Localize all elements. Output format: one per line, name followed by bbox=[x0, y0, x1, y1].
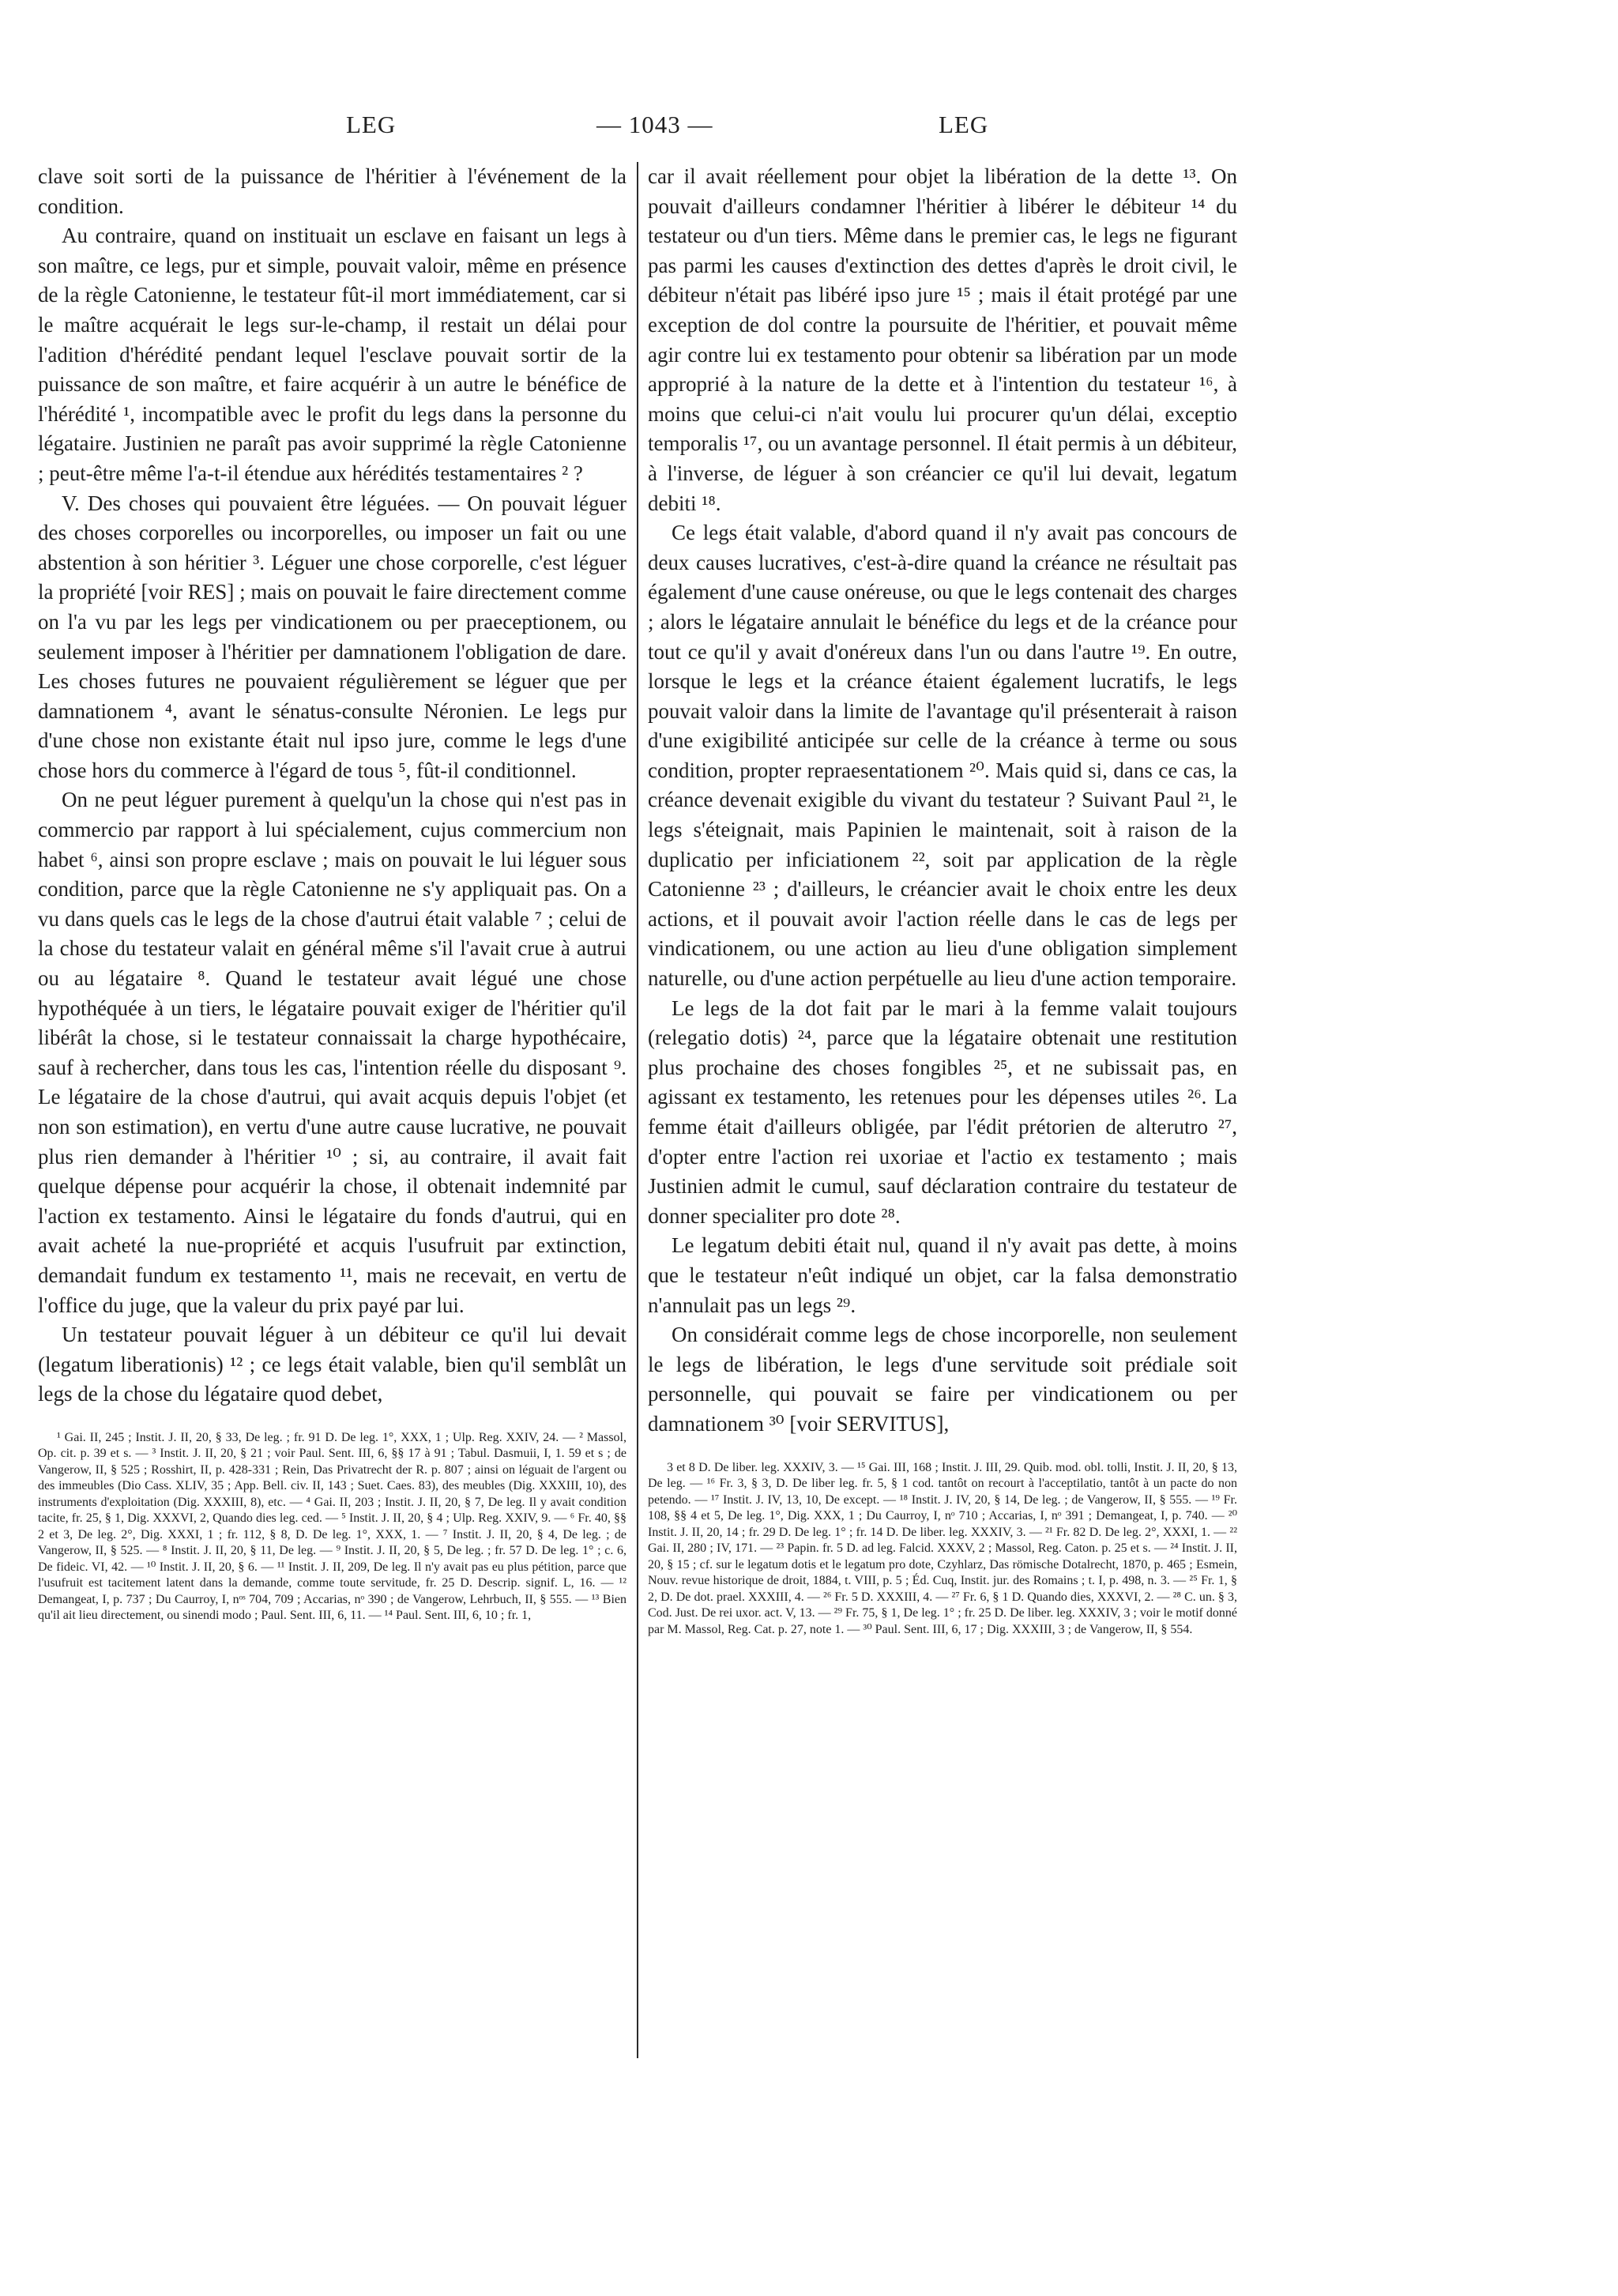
right-column bbox=[648, 162, 1237, 1638]
footnote-block: 3 et 8 D. De liber. leg. XXXIV, 3. — ¹⁵ Gai. III, 168 ; Instit. J. III, 29. Quib. mod. obl. tolli, Instit. J. II, 20, § 13, De leg. — ¹⁶ Fr. 3, § 3, D. De liber leg. fr. 5, § 1 cod. tantôt on recourt à l'acceptilatio, tantôt à un pacte do non petendo. — ¹⁷ Instit. J. IV, 13, 10, De except. — ¹⁸ Instit. J. IV, 20, § 14, De leg. ; de Vangerow, II, § 555. — ¹⁹ Fr. 108, §§ 4 et 5, De leg. 1°, Dig. XXX, 1 ; Du Caurroy, I, nᵒ 710 ; Accarias, I, nᵒ 391 ; Demangeat, I, p. 740. — ²⁰ Instit. J. II, 20, 14 ; fr. 29 D. De leg. 1° ; fr. 14 D. De liber. leg. XXXIV, 3. — ²¹ Fr. 82 D. De leg. 2°, XXXI, 1. — ²² Gai. II, 280 ; IV, 171. — ²³ Papin. fr. 5 D. ad leg. Falcid. XXXV, 2 ; Massol, Reg. Caton. p. 25 et s. — ²⁴ Instit. J. II, 20, § 15 ; cf. sur le legatum dotis et le legatum pro dote, Czyhlarz, Das römische Dotalrecht, 1870, p. 465 ; Esmein, Nouv. revue historique de droit, 1884, t. VIII, p. 5 ; Éd. Cuq, Instit. jur. des Romains ; t. I, p. 498, n. 3. — ²⁵ Fr. 1, § 2, D. De dot. prael. XXXIII, 4. — ²⁶ Fr. 5 D. XXXIII, 4. — ²⁷ Fr. 6, § 1 D. Quando dies, XXXVI, 2. — ²⁸ C. un. § 3, Cod. Just. De rei uxor. act. V, 13. — ²⁹ Fr. 75, § 1, De leg. 1° ; fr. 25 D. De liber. leg. XXXIV, 3 ; voir le motif donné par M. Massol, Reg. Cat. p. 27, note 1. — ³⁰ Paul. Sent. III, 6, 17 ; Dig. XXXIII, 3 ; de Vangerow, II, § 554. bbox=[648, 1460, 1237, 1636]
left-body bbox=[38, 162, 627, 1410]
right-body bbox=[648, 162, 1237, 1440]
paragraph: Ce legs était valable, d'abord quand il n'y avait pas concours de deux causes lucratives, c'est-à-dire quand la créance ne résultait pas également d'une cause onéreuse, ou que le legs contenait des charges ; alors le légataire annulait le bénéfice du legs et de la créance pour tout ce qu'il y avait d'onéreux dans l'un ou dans l'autre ¹⁹. En outre, lorsque le legs et la créance étaient également lucratifs, le legs pouvait valoir dans la limite de l'avantage qu'il présenterait à raison d'une exigibilité anticipée sur celle de la créance à terme ou sous condition, propter repraesentationem ²⁰. Mais quid si, dans ce cas, la créance devenait exigible du vivant du testateur ? Suivant Paul ²¹, le legs s'éteignait, mais Papinien le maintenait, soit à raison de la duplicatio per inficiationem ²², soit par application de la règle Catonienne ²³ ; d'ailleurs, le créancier avait le choix entre les deux actions, et il pouvait avoir l'action réelle dans le cas de legs per vindicationem, ou une action au lieu d'une obligation simplement naturelle, ou d'une action perpétuelle au lieu d'une action temporaire. bbox=[648, 521, 1237, 991]
running-head-left: LEG bbox=[346, 111, 397, 138]
column-rule bbox=[637, 162, 638, 2058]
left-footnotes bbox=[38, 1430, 627, 1624]
paragraph: clave soit sorti de la puissance de l'héritier à l'événement de la condition. bbox=[38, 164, 627, 218]
footnote-block: ¹ Gai. II, 245 ; Instit. J. II, 20, § 33, De leg. ; fr. 91 D. De leg. 1°, XXX, 1 ; Ulp. Reg. XXIV, 24. — ² Massol, Op. cit. p. 39 et s. — ³ Instit. J. II, 20, § 21 ; voir Paul. Sent. III, 6, §§ 17 à 91 ; Tabul. Dasmuii, I, 1. 59 et s ; de Vangerow, II, § 525 ; Rosshirt, II, p. 428-331 ; Rein, Das Privatrecht der R. p. 807 ; ainsi on léguait de l'argent ou des immeubles (Dio Cass. XLIV, 35 ; App. Bell. civ. II, 143 ; Suet. Caes. 83), des meubles (Dig. XXXIII, 10), des instruments d'exploitation (Dig. XXXIII, 8), etc. — ⁴ Gai. II, 203 ; Instit. J. II, 20, § 7, De leg. Il y avait condition tacite, fr. 25, § 1, Dig. XXXVI, 2, Quando dies leg. ced. — ⁵ Instit. J. II, 20, § 4 ; Ulp. Reg. XXIV, 9. — ⁶ Fr. 40, §§ 2 et 3, De leg. 2°, Dig. XXXI, 1 ; fr. 112, § 8, D. De leg. 1°, XXX, 1. — ⁷ Instit. J. II, 20, § 4, De leg. ; de Vangerow, II, § 525. — ⁸ Instit. J. II, 20, § 11, De leg. — ⁹ Instit. J. II, 20, § 5, De leg. ; fr. 57 D. De leg. 1° ; c. 6, De fideic. VI, 42. — ¹⁰ Instit. J. II, 20, § 6. — ¹¹ Instit. J. II, 209, De leg. Il n'y avait pas eu plus pétition, parce que l'usufruit est tacitement latent dans la demande, comme toute servitude, fr. 25 D. Descrip. signif. L, 16. — ¹² Demangeat, I, p. 737 ; Du Caurroy, I, nᵒˢ 704, 709 ; Accarias, nᵒ 390 ; de Vangerow, Lehrbuch, II, § 555. — ¹³ Bien qu'il ait lieu directement, ou sinendi modo ; Paul. Sent. III, 6, 11. — ¹⁴ Paul. Sent. III, 6, 10 ; fr. 1, bbox=[38, 1430, 627, 1623]
paragraph: Le legatum debiti était nul, quand il n'y avait pas dette, à moins que le testateur n'eût indiqué un objet, car la falsa demonstratio n'annulait pas un legs ²⁹. bbox=[648, 1233, 1237, 1317]
page-header bbox=[0, 111, 1618, 158]
paragraph: Le legs de la dot fait par le mari à la femme valait toujours (relegatio dotis) ²⁴, parce que la légataire obtenait une restitution plus prochaine des choses fongibles ²⁵, et ne subissait pas, en agissant ex testamento, les retenues pour les dépenses utiles ²⁶. La femme était d'ailleurs obligée, par l'édit prétorien de alterutro ²⁷, d'opter entre l'action rei uxoriae et l'actio ex testamento ; mais Justinien admit le cumul, sauf déclaration contraire du testateur de donner specialiter pro dote ²⁸. bbox=[648, 996, 1237, 1228]
left-column bbox=[38, 162, 627, 1624]
paragraph: V. Des choses qui pouvaient être léguées. — On pouvait léguer des choses corporelles ou incorporelles, ou imposer un fait ou une abstention à son héritier ³. Léguer une chose corporelle, c'est léguer la propriété [voir RES] ; mais on pouvait le faire directement comme on l'a vu par les legs per vindicationem ou per praeceptionem, ou seulement imposer à l'héritier per damnationem l'obligation de dare. Les choses futures ne pouvaient régulièrement se léguer que per damnationem ⁴, avant le sénatus-consulte Néronien. Le legs pur d'une chose non existante était nul ipso jure, comme le legs d'une chose hors du commerce à l'égard de tous ⁵, fût-il conditionnel. bbox=[38, 491, 627, 782]
right-footnotes bbox=[648, 1460, 1237, 1639]
running-head-right: LEG bbox=[939, 111, 989, 138]
paragraph: Un testateur pouvait léguer à un débiteur ce qu'il lui devait (legatum liberationis) ¹² ; ce legs était valable, bien qu'il semblât un legs de la chose du légataire quod debet, bbox=[38, 1323, 627, 1406]
paragraph: Au contraire, quand on instituait un esclave en faisant un legs à son maître, ce legs, pur et simple, pouvait valoir, même en présence de la règle Catonienne, le testateur fût-il mort immédiatement, car si le maître acquérait le legs sur-le-champ, il restait un délai pour l'adition d'hérédité pendant lequel l'esclave pouvait sortir de la puissance de son maître, et faire acquérir à un autre le bénéfice de l'hérédité ¹, incompatible avec le profit du legs dans la personne du légataire. Justinien ne paraît pas avoir supprimé la règle Catonienne ; peut-être même l'a-t-il étendue aux hérédités testamentaires ² ? bbox=[38, 224, 627, 485]
paragraph: car il avait réellement pour objet la libération de la dette ¹³. On pouvait d'ailleurs condamner l'héritier à libérer le débiteur ¹⁴ du testateur ou d'un tiers. Même dans le premier cas, le legs ne figurant pas parmi les causes d'extinction des dettes d'après le droit civil, le débiteur n'était pas libéré ipso jure ¹⁵ ; mais il était protégé par une exception de dol contre la poursuite de l'héritier, et pouvait même agir contre lui ex testamento pour obtenir sa libération par un mode approprié à la nature de la dette et à l'intention du testateur ¹⁶, à moins que celui-ci n'ait voulu lui procurer qu'un délai, exceptio temporalis ¹⁷, ou un avantage personnel. Il était permis à un débiteur, à l'inverse, de léguer à son créancier ce qu'il lui devait, legatum debiti ¹⁸. bbox=[648, 164, 1237, 515]
paragraph: On considérait comme legs de chose incorporelle, non seulement le legs de libération, le legs d'une servitude soit prédiale soit personnelle, qui pouvait se faire per vindicationem ou per damnationem ³⁰ [voir SERVITUS], bbox=[648, 1323, 1237, 1436]
paragraph: On ne peut léguer purement à quelqu'un la chose qui n'est pas in commercio par rapport à lui spécialement, cujus commercium non habet ⁶, ainsi son propre esclave ; mais on pouvait le lui léguer sous condition, parce que la règle Catonienne ne s'y appliquait pas. On a vu dans quels cas le legs de la chose d'autrui était valable ⁷ ; celui de la chose du testateur valait en général même s'il l'avait crue à autrui ou au légataire ⁸. Quand le testateur avait légué une chose hypothéquée à un tiers, le légataire pouvait exiger de l'héritier qu'il libérât la chose, si le testateur connaissait la charge hypothécaire, sauf à rechercher, dans tous les cas, l'intention réelle du disposant ⁹. Le légataire de la chose d'autrui, qui avait acquis depuis l'objet (et non son estimation), en vertu d'une autre cause lucrative, ne pouvait plus rien demander à l'héritier ¹⁰ ; si, au contraire, il avait fait quelque dépense pour acquérir la chose, il obtenait indemnité par l'action ex testamento. Ainsi le légataire du fonds d'autrui, qui en avait acheté la nue-propriété et acquis l'usufruit par extinction, demandait fundum ex testamento ¹¹, mais ne recevait, en vertu de l'office du juge, que la valeur du prix payé par lui. bbox=[38, 788, 627, 1317]
page-number: — 1043 — bbox=[596, 111, 713, 138]
